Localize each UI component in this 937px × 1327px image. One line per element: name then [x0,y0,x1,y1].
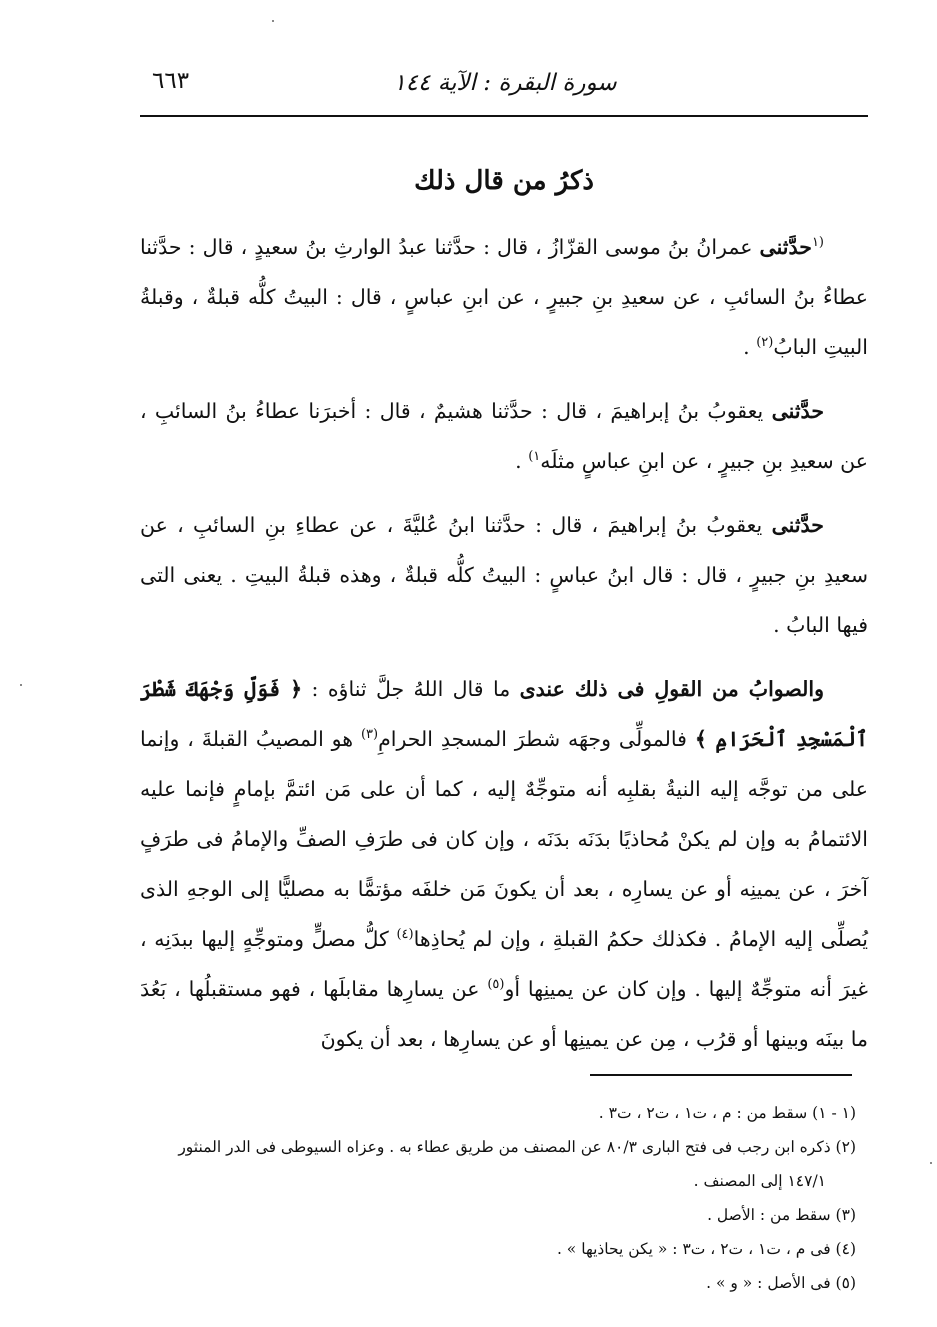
paragraph-end: . [515,449,529,473]
paragraph-text: يعقوبُ بنُ إبراهيمَ ، قال : حدَّثنا هشيمٌ ، قال : أخبرَنا عطاءُ بنُ السائبِ ، عن سعيدِ بنِ جبيرٍ ، عن ابنِ عباسٍ مثلَه [140,399,868,473]
footnotes [140,1096,856,1300]
paragraph [140,222,868,372]
paragraph-lead: والصوابُ من القولِ فى ذلك عندى [519,677,824,701]
paragraph-lead: حدَّثنى [771,399,824,423]
paragraph-text: ما قال اللهُ جلَّ ثناؤه : [302,677,511,701]
running-title: سورة البقرة : الآية ١٤٤ [393,70,617,96]
footnote: (٢) ذكره ابن رجب فى فتح البارى ٨٠/٣ عن المصنف من طريق عطاء به . وعزاه السيوطى فى الدر المنثور [178,1138,856,1156]
footnote-marker: (٢) [756,335,774,351]
scan-speck [930,1162,932,1164]
paragraph-text: فالمولِّى وجهَه شطرَ المسجدِ الحرامِ [378,727,695,751]
footnote: (٥) فى الأصل : « و » . [706,1274,856,1292]
footnote: (١ - ١) سقط من : م ، ت١ ، ت٢ ، ت٣ . [598,1104,856,1122]
paragraph-text: عمرانُ بنُ موسى القزّازُ ، قال : حدَّثنا عبدُ الوارثِ بنُ سعيدٍ ، قال : حدَّثنا عطاءُ بنُ السائبِ ، عن سعيدِ بنِ جبيرٍ ، عن ابنِ عباسٍ ، قال : البيتُ كلُّه قبلةٌ ، وقبلةُ البيتِ البابُ [140,235,868,359]
paragraph-text: هو المصيبُ القبلةَ ، وإنما على من توجَّه إليه النيةُ بقلبِه أنه متوجِّهٌ إليه ، كما أن على مَن ائتمَّ بإمامٍ فإنما عليه الائتمامُ به وإن لم يكنْ مُحاذيًا بدَنَه بدَنَه ، وإن كان فى طرَفِ الصفِّ والإمامُ فى طرَفٍ آخرَ ، عن يمينِه أو عن يسارِه ، بعد أن يكونَ مَن خلفَه مؤتمًّا به مصليًّا إلى الوجهِ الذى يُصلِّى إليه الإمامُ . فكذلك حكمُ القبلةِ ، وإن لم يُحاذِها [140,727,868,951]
scan-speck [20,684,22,686]
body-text [140,222,868,1064]
footnote-marker: (١ [811,235,824,251]
paragraph [140,664,868,1064]
footnote-marker: (٤) [396,927,414,943]
page-number: ٦٦٣ [152,68,190,94]
paragraph [140,500,868,650]
paragraph [140,386,868,486]
page-header [140,62,870,114]
paragraph-text: كلُّ مصلٍّ ومتوجِّهٍ إليها ببدَنِه ، غيرَ أنه متوجِّهٌ إليها . وإن كان عن يمينِها أو [140,927,868,1001]
footnote-continuation: ١٤٧/١ إلى المصنف . [693,1172,826,1190]
footnote-marker: (٣) [360,727,379,743]
paragraph-lead: حدَّثنى [759,235,812,259]
quran-verse: ﴿ فَوَلِّ وَجْهَكَ شَطْرَ ٱلْمَسْجِدِ ٱلْحَرَامِ ﴾ [140,677,868,751]
footnote-marker: (٥) [487,977,505,993]
header-rule [140,115,868,117]
paragraph-lead: حدَّثنى [771,513,824,537]
paragraph-text: عن يسارِها مقابلَها ، فهو مستقبلُها ، بَعُدَ ما بينَه وبينها أو قرُب ، مِن عن يمينِها أو عن يسارِها ، بعد أن يكونَ [140,977,868,1051]
footnote: (٤) فى م ، ت١ ، ت٢ ، ت٣ : « يكن يحاذيها » . [556,1240,856,1258]
scan-speck [272,20,274,22]
footnote-rule [590,1074,852,1076]
paragraph-text: يعقوبُ بنُ إبراهيمَ ، قال : حدَّثنا ابنُ عُليَّةَ ، عن عطاءِ بنِ السائبِ ، عن سعيدِ بنِ جبيرٍ ، قال : قال ابنُ عباسٍ : البيتُ كلُّه قبلةٌ ، وهذه قبلةُ البيتِ . يعنى التى فيها البابُ . [140,513,868,637]
section-heading: ذكرُ من قال ذلك [414,166,594,196]
footnote: (٣) سقط من : الأصل . [707,1206,856,1224]
paragraph-end: . [743,335,757,359]
footnote-marker: ١) [528,449,541,465]
